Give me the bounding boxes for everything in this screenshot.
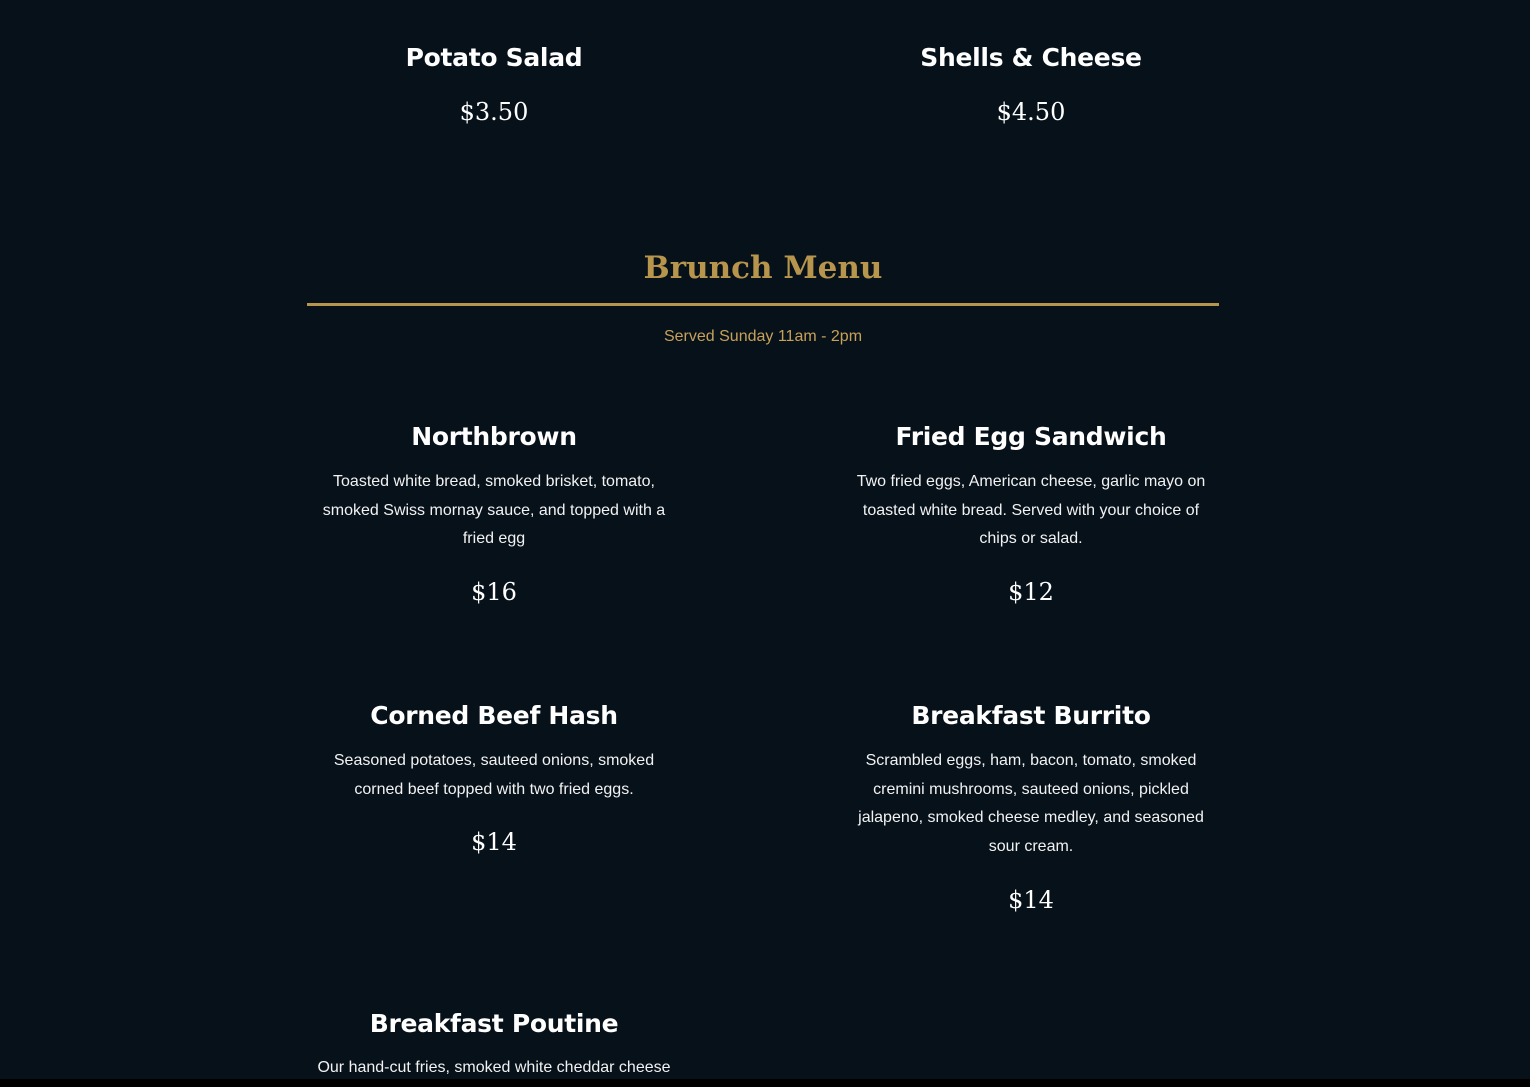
menu-item-shells-cheese	[844, 42, 1218, 128]
item-name: Fried Egg Sandwich	[895, 422, 1167, 451]
menu-item-breakfast-poutine	[307, 1008, 681, 1083]
item-price: $14	[1008, 885, 1054, 914]
item-description: Our hand-cut fries, smoked white cheddar cheese	[317, 1059, 671, 1076]
item-name: Potato Salad	[405, 43, 583, 72]
bottom-edge	[0, 1079, 1530, 1087]
item-description: Seasoned potatoes, sauteed onions, smoked corned beef topped with two fried eggs.	[333, 752, 655, 798]
item-name: Shells & Cheese	[920, 43, 1142, 72]
item-name: Northbrown	[411, 422, 577, 451]
section-title: Brunch Menu	[643, 250, 883, 286]
menu-item-fried-egg-sandwich	[844, 421, 1218, 608]
item-price: $16	[471, 578, 517, 607]
menu-item-corned-beef-hash	[307, 700, 681, 858]
menu-item-northbrown	[307, 421, 681, 608]
section-subtitle: Served Sunday 11am - 2pm	[663, 328, 863, 345]
menu-item-breakfast-burrito	[844, 700, 1218, 916]
item-price: $4.50	[996, 98, 1066, 126]
item-description: Toasted white bread, smoked brisket, tomato, smoked Swiss mornay sauce, and topped with a fried egg	[322, 473, 666, 548]
item-description: Scrambled eggs, ham, bacon, tomato, smoked cremini mushrooms, sauteed onions, pickled jalapeno, smoked cheese medley, and seasoned sour cream.	[858, 752, 1204, 856]
item-name: Breakfast Burrito	[911, 701, 1151, 730]
item-name: Corned Beef Hash	[370, 701, 618, 730]
item-price: $12	[1008, 578, 1054, 607]
item-price: $14	[471, 828, 517, 857]
section-divider	[307, 303, 1219, 306]
item-price: $3.50	[459, 98, 529, 126]
item-name: Breakfast Poutine	[369, 1009, 619, 1038]
item-description: Two fried eggs, American cheese, garlic mayo on toasted white bread. Served with your choice of chips or salad.	[856, 473, 1206, 548]
menu-item-potato-salad	[307, 42, 681, 128]
